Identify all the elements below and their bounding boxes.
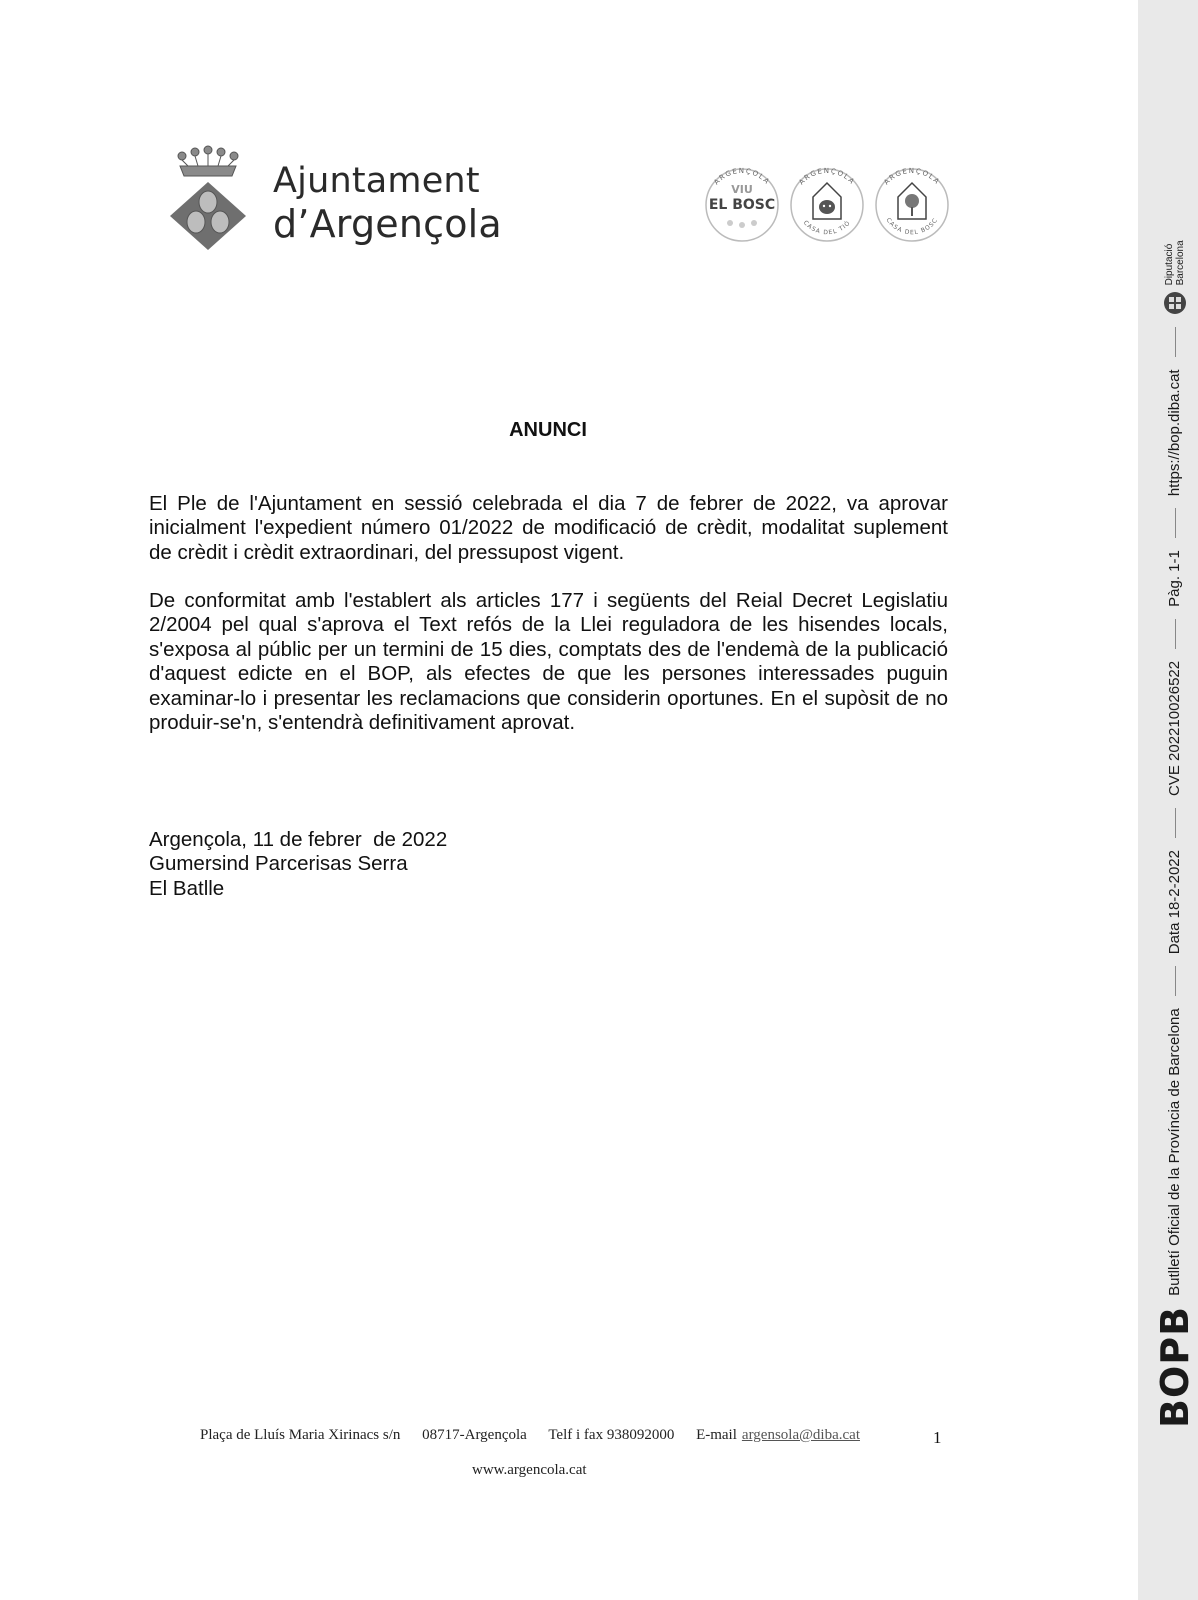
bop-vertical-band [1153, 240, 1197, 1428]
diputacio-emblem-icon [1163, 291, 1187, 315]
svg-text:EL BOSC: EL BOSC [708, 197, 776, 213]
signature-place-date: Argençola, 11 de febrer de 2022 [149, 828, 448, 851]
separator [1175, 808, 1176, 838]
bop-publication-name: Butlletí Oficial de la Província de Barcelona [1166, 1008, 1183, 1296]
svg-text:ARGENÇOLA: ARGENÇOLA [882, 166, 942, 187]
signature-block [149, 828, 447, 901]
separator [1175, 619, 1176, 649]
footer-postal: 08717-Argençola [422, 1427, 527, 1443]
diputacio-label [1164, 240, 1186, 285]
footer-address: Plaça de Lluís Maria Xirinacs s/n [200, 1427, 401, 1443]
footer-phone: Telf i fax 938092000 [548, 1427, 675, 1443]
svg-text:VIU: VIU [731, 183, 753, 196]
document-title: ANUNCI [509, 419, 587, 441]
footer-email-label: E-mail [696, 1427, 737, 1443]
footer-contact [200, 1427, 880, 1444]
page-number: 1 [933, 1428, 942, 1447]
brand-line-1: Ajuntament [273, 161, 480, 201]
paragraph-public-exposure: De conformitat amb l'establert als articles 177 i següents del Reial Decret Legislatiu 2/2004 pel qual s'aprova el Text refós de la Llei reguladora de les hisendes locals, s'exposa al públic per un termini de 15 dies, comptats des de l'endemà de la publicació d'aquest edicte en el BOP, als efectes de que les persones interessades puguin examinar-lo i presentar les reclamacions que considerin oportunes. En el supòsit de no produir-se'n, s'entendrà definitivament aprovat. [149, 589, 948, 735]
bop-url-link[interactable]: https://bop.diba.cat [1166, 369, 1183, 497]
svg-text:CASA DEL BOSC: CASA DEL BOSC [884, 216, 940, 237]
event-badges [700, 163, 960, 245]
signature-role: El Batlle [149, 876, 225, 900]
footer-email-link[interactable]: argensola@diba.cat [741, 1427, 860, 1443]
separator [1175, 508, 1176, 538]
diputacio-logo [1163, 240, 1187, 315]
separator [1175, 966, 1176, 996]
casa-del-bosc-badge [876, 167, 948, 241]
casa-del-tio-badge [791, 167, 863, 241]
footer-website-link[interactable]: www.argencola.cat [472, 1462, 587, 1478]
svg-text:ARGENÇOLA: ARGENÇOLA [797, 166, 857, 187]
separator [1175, 327, 1176, 357]
bop-cve: CVE 202210026522 [1166, 660, 1183, 796]
svg-text:ARGENÇOLA: ARGENÇOLA [712, 166, 772, 187]
municipality-name [273, 160, 502, 246]
paragraph-approval: El Ple de l'Ajuntament en sessió celebrada el dia 7 de febrer de 2022, va aprovar inicialment l'expedient número 01/2022 de modificació de crèdit, modalitat suplement de crèdit i crèdit extraordinari, del pressupost vigent. [149, 492, 948, 564]
signature-name: Gumersind Parcerisas Serra [149, 852, 408, 876]
brand-line-2: d’Argençola [273, 202, 502, 246]
viu-el-bosc-badge [706, 167, 778, 241]
diputacio-line-2: Barcelona [1175, 240, 1186, 286]
svg-text:CASA DEL TIÓ: CASA DEL TIÓ [801, 219, 853, 237]
diputacio-line-1: Diputació [1164, 243, 1175, 286]
bop-date: Data 18-2-2022 [1166, 850, 1183, 955]
bopb-logo: BOPB [1153, 1305, 1197, 1428]
bop-page: Pàg. 1-1 [1166, 550, 1183, 607]
municipal-crest-logo [168, 142, 248, 254]
